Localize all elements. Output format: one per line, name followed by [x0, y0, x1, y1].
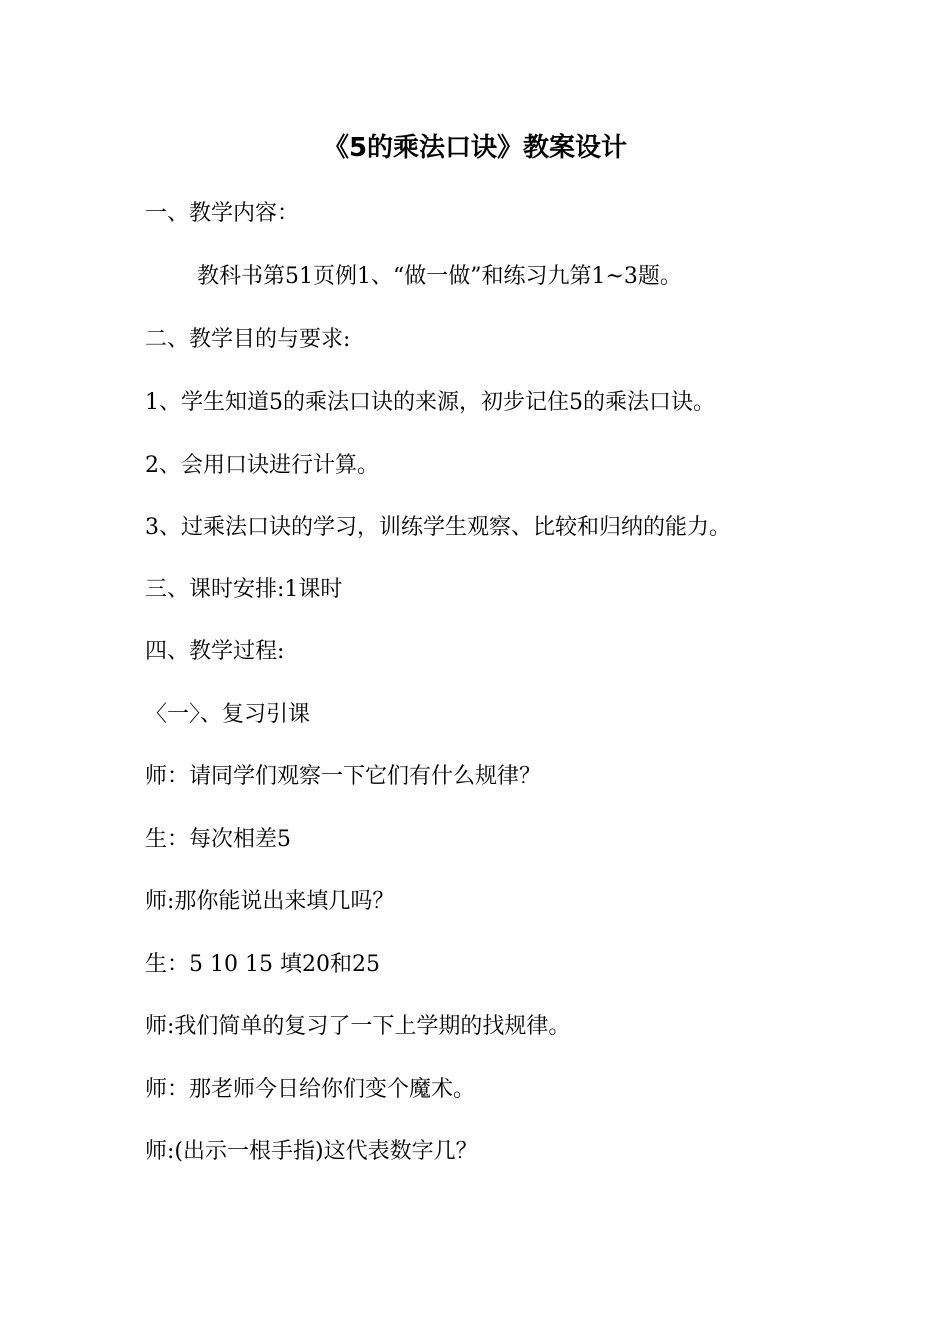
heading-teaching-content: 一、教学内容： — [145, 201, 300, 226]
heading-process: 四、教学过程: — [145, 639, 285, 664]
goal-item-2: 2、会用口诀进行计算。 — [145, 453, 379, 478]
document-title: 《5的乘法口诀》教案设计 — [322, 133, 628, 163]
dialogue-line: 师：请同学们观察一下它们有什么规律？ — [145, 764, 542, 789]
dialogue-line: 生：每次相差5 — [145, 827, 291, 852]
dialogue-line: 师:那你能说出来填几吗？ — [145, 889, 395, 914]
goal-item-3: 3、过乘法口诀的学习，训练学生观察、比较和归纳的能力。 — [145, 515, 731, 540]
heading-schedule: 三、课时安排:1课时 — [145, 577, 343, 602]
dialogue-line: 生：5 10 15 填20和25 — [145, 952, 380, 977]
goal-item-1: 1、学生知道5的乘法口诀的来源，初步记住5的乘法口诀。 — [145, 390, 715, 415]
dialogue-line: 师:(出示一根手指)这代表数字几？ — [145, 1139, 478, 1164]
paragraph-textbook-reference: 教科书第51页例1、“做一做”和练习九第1~3题。 — [197, 264, 682, 289]
dialogue-line: 师：那老师今日给你们变个魔术。 — [145, 1077, 476, 1102]
dialogue-line: 师:我们简单的复习了一下上学期的找规律。 — [145, 1014, 571, 1039]
heading-goals: 二、教学目的与要求: — [145, 327, 351, 352]
subheading-review: 〈一〉、复习引课 — [145, 702, 311, 727]
